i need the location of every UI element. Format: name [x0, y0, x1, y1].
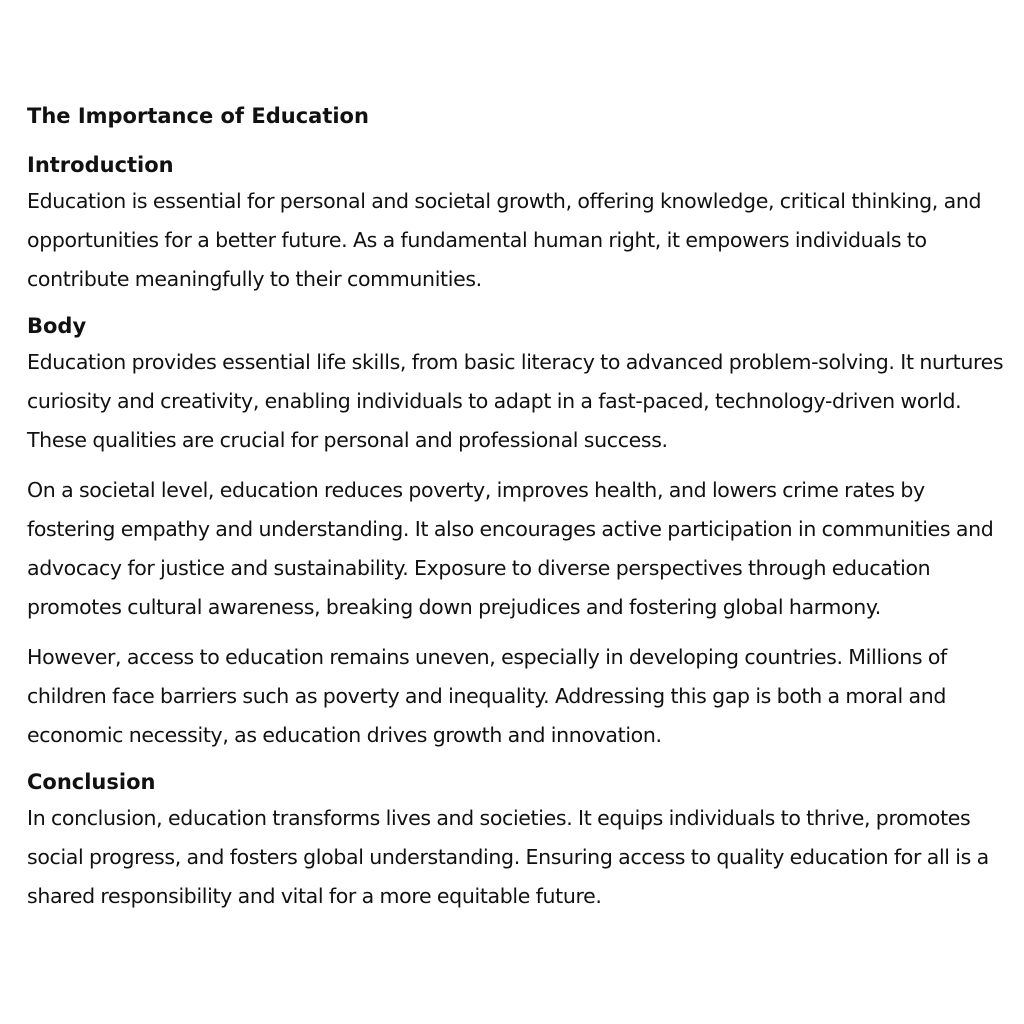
body-paragraph-1: Education provides essential life skills, from basic literacy to advanced problem-solving. It nurtures curiosity and creativity, enabling individuals to adapt in a fast-paced, technology-driven world. These qualities are crucial for personal and professional success.	[27, 350, 1004, 452]
introduction-paragraph: Education is essential for personal and societal growth, offering knowledge, critical thinking, and opportunities for a better future. As a fundamental human right, it empowers individuals to contribute meaningfully to their communities.	[27, 189, 982, 291]
section-heading-body: Body	[27, 314, 87, 338]
body-paragraph-2: On a societal level, education reduces poverty, improves health, and lowers crime rates by fostering empathy and understanding. It also encourages active participation in communities and advocacy for justice and sustainability. Exposure to diverse perspectives through education promotes cultural awareness, breaking down prejudices and fostering global harmony.	[27, 478, 994, 619]
conclusion-paragraph: In conclusion, education transforms lives and societies. It equips individuals to thrive, promotes social progress, and fosters global understanding. Ensuring access to quality education for all is a shared responsibility and vital for a more equitable future.	[27, 806, 989, 908]
section-heading-introduction: Introduction	[27, 153, 174, 177]
document-title: The Importance of Education	[27, 104, 369, 128]
section-heading-conclusion: Conclusion	[27, 770, 156, 794]
body-paragraph-3: However, access to education remains uneven, especially in developing countries. Millions of children face barriers such as poverty and inequality. Addressing this gap is both a moral and economic necessity, as education drives growth and innovation.	[27, 645, 947, 747]
